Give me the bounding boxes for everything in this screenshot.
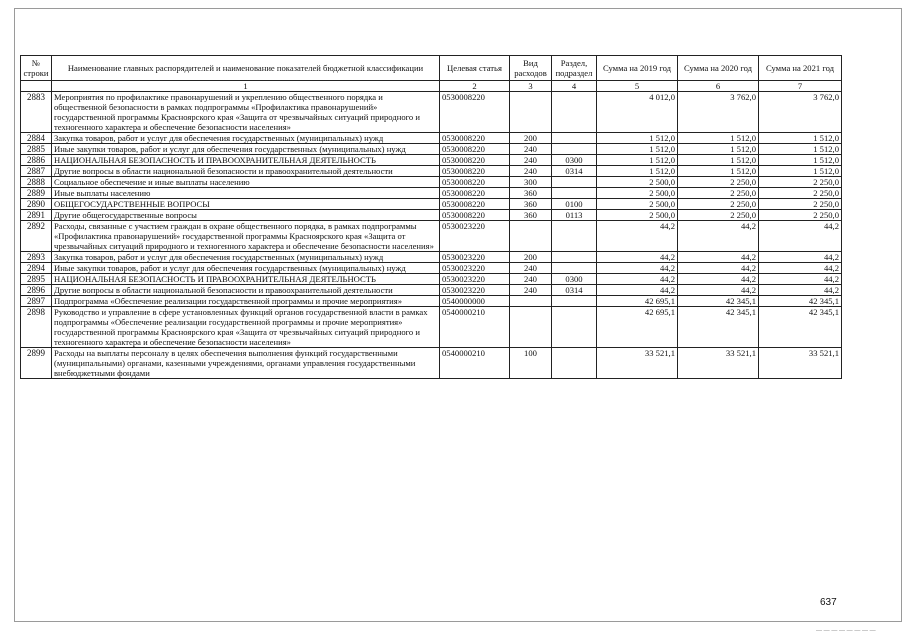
row-sum-2020: 1 512,0	[678, 133, 759, 144]
header-section: Раздел, подраздел	[552, 56, 597, 81]
row-expense-kind: 200	[510, 252, 552, 263]
row-sum-2020: 42 345,1	[678, 296, 759, 307]
row-sum-2021: 1 512,0	[759, 166, 842, 177]
row-target-code: 0530023220	[440, 274, 510, 285]
row-sum-2019: 2 500,0	[597, 199, 678, 210]
row-section	[552, 133, 597, 144]
row-number: 2896	[21, 285, 52, 296]
table-row	[21, 348, 842, 379]
row-number: 2893	[21, 252, 52, 263]
row-sum-2021: 44,2	[759, 221, 842, 252]
row-name: Расходы, связанные с участием граждан в охране общественного порядка, в рамках подпрограммы «Профилактика правонарушений» государственной программы Красноярского края «Защита от чрезвычайных ситуаций природного и техногенного характера и обеспечение безопасности населения»	[52, 221, 440, 252]
column-number-row	[21, 81, 842, 92]
row-name: Мероприятия по профилактике правонарушений и укреплению общественного порядка и общественной безопасности в рамках подпрограммы «Профилактика правонарушений» государственной программы Красноярского края «Защита от чрезвычайных ситуаций природного и техногенного характера и обеспечение безопасности населения»	[52, 92, 440, 133]
page-number: 637	[820, 597, 837, 608]
row-expense-kind	[510, 221, 552, 252]
column-number: 3	[510, 81, 552, 92]
row-sum-2021: 1 512,0	[759, 155, 842, 166]
row-sum-2020: 44,2	[678, 221, 759, 252]
row-target-code: 0540000210	[440, 348, 510, 379]
row-sum-2021: 42 345,1	[759, 296, 842, 307]
row-section	[552, 177, 597, 188]
row-name: Социальное обеспечение и иные выплаты населению	[52, 177, 440, 188]
row-section: 0300	[552, 155, 597, 166]
row-sum-2019: 1 512,0	[597, 133, 678, 144]
row-name: Подпрограмма «Обеспечение реализации государственной программы и прочие мероприятия»	[52, 296, 440, 307]
row-name: Другие вопросы в области национальной безопасности и правоохранительной деятельности	[52, 166, 440, 177]
row-section: 0300	[552, 274, 597, 285]
row-expense-kind: 240	[510, 285, 552, 296]
row-sum-2019: 42 695,1	[597, 307, 678, 348]
row-sum-2021: 2 250,0	[759, 199, 842, 210]
row-section: 0100	[552, 199, 597, 210]
row-name: Иные закупки товаров, работ и услуг для обеспечения государственных (муниципальных) нужд	[52, 263, 440, 274]
header-row	[21, 56, 842, 81]
row-number: 2897	[21, 296, 52, 307]
row-section: 0314	[552, 285, 597, 296]
row-sum-2019: 44,2	[597, 221, 678, 252]
row-number: 2887	[21, 166, 52, 177]
row-sum-2020: 44,2	[678, 252, 759, 263]
row-number: 2895	[21, 274, 52, 285]
row-sum-2021: 2 250,0	[759, 210, 842, 221]
row-section	[552, 188, 597, 199]
table-row	[21, 133, 842, 144]
column-number: 2	[440, 81, 510, 92]
row-section	[552, 307, 597, 348]
row-section: 0314	[552, 166, 597, 177]
row-sum-2020: 2 250,0	[678, 199, 759, 210]
row-expense-kind: 240	[510, 155, 552, 166]
row-sum-2020: 44,2	[678, 285, 759, 296]
table-row	[21, 296, 842, 307]
scan-footer-mark: — — — — — — — —	[816, 628, 876, 634]
row-name: Расходы на выплаты персоналу в целях обеспечения выполнения функций государственными (муниципальными) органами, казенными учреждениями, органами управления государственными внебюджетными фондами	[52, 348, 440, 379]
row-expense-kind: 240	[510, 263, 552, 274]
row-sum-2020: 1 512,0	[678, 166, 759, 177]
row-target-code: 0540000000	[440, 296, 510, 307]
header-sum-2020: Сумма на 2020 год	[678, 56, 759, 81]
row-name: Иные выплаты населению	[52, 188, 440, 199]
row-target-code: 0530023220	[440, 263, 510, 274]
column-number: 4	[552, 81, 597, 92]
row-target-code: 0530023220	[440, 221, 510, 252]
row-sum-2020: 3 762,0	[678, 92, 759, 133]
row-sum-2021: 44,2	[759, 252, 842, 263]
row-section: 0113	[552, 210, 597, 221]
row-number: 2890	[21, 199, 52, 210]
row-name: Иные закупки товаров, работ и услуг для обеспечения государственных (муниципальных) нужд	[52, 144, 440, 155]
row-sum-2020: 1 512,0	[678, 155, 759, 166]
row-sum-2021: 2 250,0	[759, 188, 842, 199]
row-target-code: 0530008220	[440, 133, 510, 144]
table-row	[21, 285, 842, 296]
table-row	[21, 155, 842, 166]
row-sum-2021: 44,2	[759, 274, 842, 285]
row-section	[552, 92, 597, 133]
column-number	[21, 81, 52, 92]
row-section	[552, 348, 597, 379]
row-sum-2019: 44,2	[597, 285, 678, 296]
column-number: 5	[597, 81, 678, 92]
table-row	[21, 166, 842, 177]
table-row	[21, 144, 842, 155]
row-name: НАЦИОНАЛЬНАЯ БЕЗОПАСНОСТЬ И ПРАВООХРАНИТЕЛЬНАЯ ДЕЯТЕЛЬНОСТЬ	[52, 155, 440, 166]
header-sum-2021: Сумма на 2021 год	[759, 56, 842, 81]
row-name: НАЦИОНАЛЬНАЯ БЕЗОПАСНОСТЬ И ПРАВООХРАНИТЕЛЬНАЯ ДЕЯТЕЛЬНОСТЬ	[52, 274, 440, 285]
header-target: Целевая статья	[440, 56, 510, 81]
row-sum-2019: 4 012,0	[597, 92, 678, 133]
row-number: 2892	[21, 221, 52, 252]
row-sum-2021: 44,2	[759, 263, 842, 274]
header-row-no: № строки	[21, 56, 52, 81]
row-expense-kind: 360	[510, 199, 552, 210]
row-sum-2020: 44,2	[678, 263, 759, 274]
table-row	[21, 252, 842, 263]
row-section	[552, 296, 597, 307]
column-number: 7	[759, 81, 842, 92]
row-number: 2884	[21, 133, 52, 144]
row-number: 2885	[21, 144, 52, 155]
row-sum-2019: 1 512,0	[597, 155, 678, 166]
header-kind: Вид расходов	[510, 56, 552, 81]
row-sum-2021: 2 250,0	[759, 177, 842, 188]
row-target-code: 0540000210	[440, 307, 510, 348]
row-sum-2019: 1 512,0	[597, 166, 678, 177]
row-sum-2019: 44,2	[597, 263, 678, 274]
row-expense-kind: 240	[510, 144, 552, 155]
row-sum-2020: 33 521,1	[678, 348, 759, 379]
row-section	[552, 144, 597, 155]
row-sum-2020: 2 250,0	[678, 210, 759, 221]
row-sum-2020: 44,2	[678, 274, 759, 285]
row-sum-2021: 3 762,0	[759, 92, 842, 133]
row-sum-2019: 2 500,0	[597, 188, 678, 199]
header-name: Наименование главных распорядителей и наименование показателей бюджетной классификации	[52, 56, 440, 81]
row-name: Руководство и управление в сфере установленных функций органов государственной власти в рамках подпрограммы «Обеспечение реализации государственной программы и прочие мероприятия» государственной программы Красноярского края «Защита от чрезвычайных ситуаций природного и техногенного характера и обеспечение безопасности населения»	[52, 307, 440, 348]
row-target-code: 0530008220	[440, 92, 510, 133]
row-expense-kind: 360	[510, 210, 552, 221]
row-sum-2021: 33 521,1	[759, 348, 842, 379]
row-name: Закупка товаров, работ и услуг для обеспечения государственных (муниципальных) нужд	[52, 133, 440, 144]
row-sum-2021: 42 345,1	[759, 307, 842, 348]
row-target-code: 0530008220	[440, 144, 510, 155]
table-row	[21, 92, 842, 133]
row-sum-2019: 42 695,1	[597, 296, 678, 307]
row-number: 2889	[21, 188, 52, 199]
row-number: 2894	[21, 263, 52, 274]
row-number: 2888	[21, 177, 52, 188]
column-number: 1	[52, 81, 440, 92]
table-row	[21, 307, 842, 348]
row-number: 2899	[21, 348, 52, 379]
table-row	[21, 188, 842, 199]
row-target-code: 0530008220	[440, 188, 510, 199]
row-name: Другие общегосударственные вопросы	[52, 210, 440, 221]
row-target-code: 0530008220	[440, 166, 510, 177]
row-name: ОБЩЕГОСУДАРСТВЕННЫЕ ВОПРОСЫ	[52, 199, 440, 210]
row-target-code: 0530008220	[440, 210, 510, 221]
row-sum-2019: 2 500,0	[597, 210, 678, 221]
row-sum-2021: 1 512,0	[759, 133, 842, 144]
row-sum-2020: 2 250,0	[678, 177, 759, 188]
row-name: Другие вопросы в области национальной безопасности и правоохранительной деятельности	[52, 285, 440, 296]
row-sum-2019: 44,2	[597, 274, 678, 285]
row-sum-2021: 44,2	[759, 285, 842, 296]
row-target-code: 0530023220	[440, 252, 510, 263]
column-number: 6	[678, 81, 759, 92]
row-sum-2020: 1 512,0	[678, 144, 759, 155]
row-sum-2019: 2 500,0	[597, 177, 678, 188]
header-sum-2019: Сумма на 2019 год	[597, 56, 678, 81]
row-section	[552, 263, 597, 274]
row-expense-kind	[510, 92, 552, 133]
row-sum-2021: 1 512,0	[759, 144, 842, 155]
row-expense-kind: 300	[510, 177, 552, 188]
row-target-code: 0530008220	[440, 155, 510, 166]
table-row	[21, 210, 842, 221]
row-expense-kind: 360	[510, 188, 552, 199]
row-name: Закупка товаров, работ и услуг для обеспечения государственных (муниципальных) нужд	[52, 252, 440, 263]
row-section	[552, 221, 597, 252]
row-expense-kind: 240	[510, 166, 552, 177]
row-expense-kind: 100	[510, 348, 552, 379]
table-body	[21, 92, 842, 379]
table-row	[21, 263, 842, 274]
table-row	[21, 199, 842, 210]
row-section	[552, 252, 597, 263]
row-target-code: 0530023220	[440, 285, 510, 296]
row-number: 2898	[21, 307, 52, 348]
row-sum-2019: 33 521,1	[597, 348, 678, 379]
table-row	[21, 274, 842, 285]
row-expense-kind	[510, 307, 552, 348]
row-target-code: 0530008220	[440, 177, 510, 188]
budget-table	[20, 55, 842, 379]
row-sum-2020: 42 345,1	[678, 307, 759, 348]
row-number: 2883	[21, 92, 52, 133]
row-expense-kind: 200	[510, 133, 552, 144]
row-expense-kind	[510, 296, 552, 307]
row-sum-2019: 44,2	[597, 252, 678, 263]
row-number: 2886	[21, 155, 52, 166]
table-row	[21, 177, 842, 188]
table-row	[21, 221, 842, 252]
row-number: 2891	[21, 210, 52, 221]
row-expense-kind: 240	[510, 274, 552, 285]
row-target-code: 0530008220	[440, 199, 510, 210]
row-sum-2020: 2 250,0	[678, 188, 759, 199]
row-sum-2019: 1 512,0	[597, 144, 678, 155]
